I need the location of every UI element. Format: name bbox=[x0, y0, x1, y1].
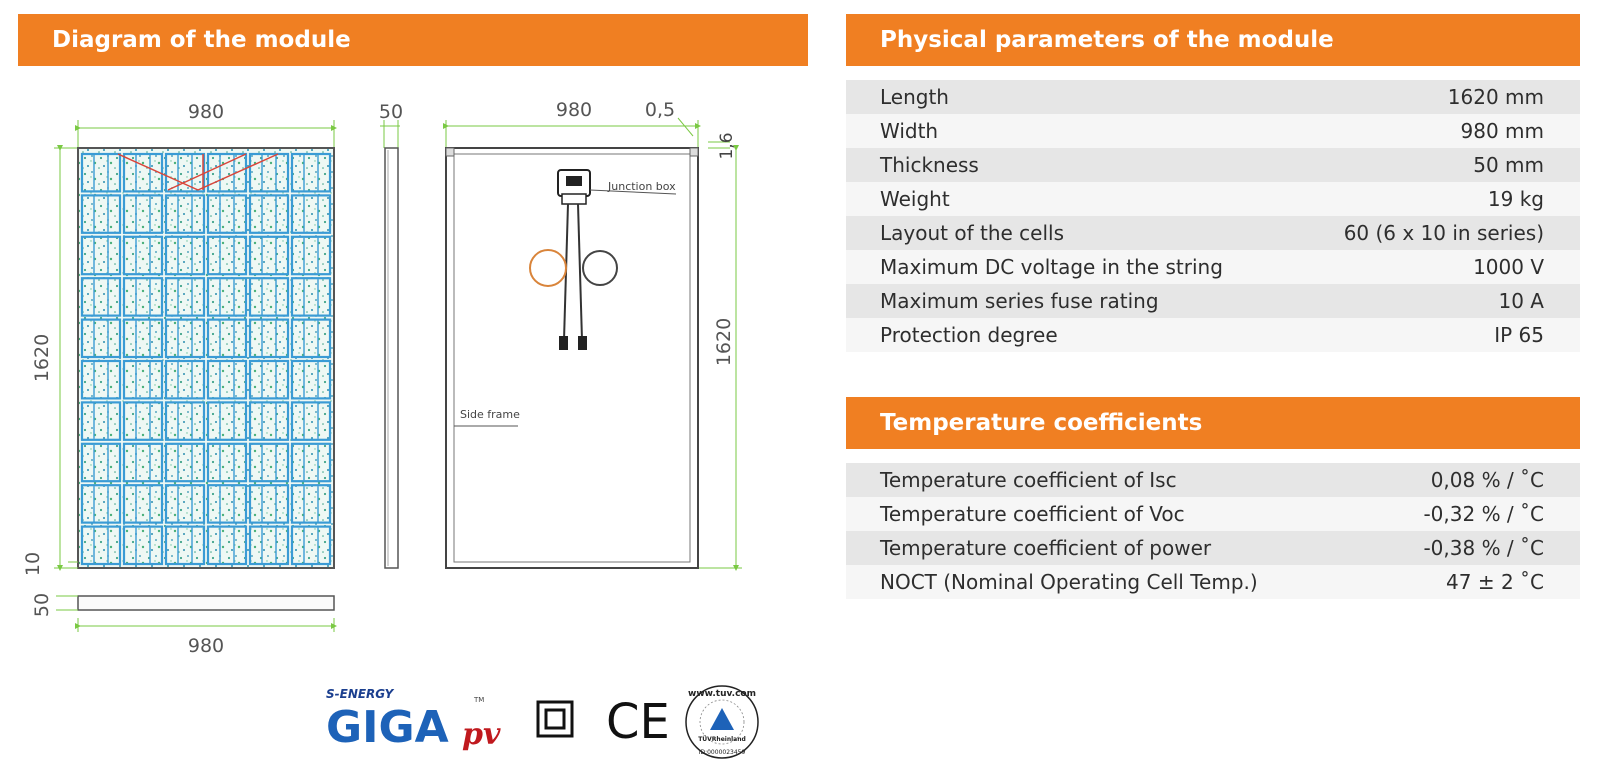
module-diagram bbox=[18, 90, 808, 680]
table-row bbox=[846, 284, 1580, 318]
side-view bbox=[379, 101, 403, 568]
bottom-offset-label: 10 bbox=[22, 551, 44, 577]
mc4-connector bbox=[559, 336, 568, 350]
back-panel bbox=[446, 148, 698, 568]
param-label: Temperature coefficient of Voc bbox=[880, 502, 1185, 526]
param-value: 10 A bbox=[1498, 289, 1544, 313]
table-row bbox=[846, 182, 1580, 216]
param-value: -0,32 % / ˚C bbox=[1423, 502, 1544, 526]
param-label: Temperature coefficient of Isc bbox=[880, 468, 1177, 492]
back-width-label: 980 bbox=[555, 99, 593, 121]
diagram-title: Diagram of the module bbox=[52, 27, 351, 53]
param-label: Maximum series fuse rating bbox=[880, 289, 1159, 313]
back-view bbox=[446, 99, 742, 568]
mc4-connector bbox=[578, 336, 587, 350]
param-value: 0,08 % / ˚C bbox=[1430, 468, 1544, 492]
param-label: Width bbox=[880, 119, 939, 143]
diagram-header bbox=[18, 14, 808, 66]
brand-suffix-text: pv bbox=[462, 717, 501, 752]
frame-depth-label: 1,6 bbox=[717, 132, 737, 160]
bottom-edge-view bbox=[78, 596, 334, 610]
giga-pv-logo bbox=[326, 687, 501, 753]
param-label: Maximum DC voltage in the string bbox=[880, 255, 1223, 279]
class-ii-icon bbox=[538, 702, 572, 736]
param-label: Temperature coefficient of power bbox=[880, 536, 1212, 560]
table-row bbox=[846, 148, 1580, 182]
front-width-label: 980 bbox=[187, 101, 225, 123]
param-value: 1000 V bbox=[1473, 255, 1544, 279]
temperature-coefficients-title: Temperature coefficients bbox=[880, 410, 1203, 436]
junction-box-label: Junction box bbox=[608, 180, 676, 193]
tuv-name: TÜVRheinland bbox=[698, 736, 746, 743]
front-view bbox=[22, 101, 334, 657]
brand-main-text: GIGA bbox=[326, 702, 449, 753]
table-row bbox=[846, 114, 1580, 148]
physical-params-title: Physical parameters of the module bbox=[880, 27, 1334, 53]
param-value: 47 ± 2 ˚C bbox=[1446, 570, 1544, 594]
param-value: 980 mm bbox=[1460, 119, 1544, 143]
table-row bbox=[846, 531, 1580, 565]
physical-params-table bbox=[846, 80, 1580, 352]
param-value: 60 (6 x 10 in series) bbox=[1343, 221, 1544, 245]
side-frame-label: Side frame bbox=[460, 408, 520, 421]
tuv-url: www.tuv.com bbox=[688, 689, 756, 699]
param-value: 50 mm bbox=[1473, 153, 1544, 177]
table-row bbox=[846, 250, 1580, 284]
param-label: Length bbox=[880, 85, 949, 109]
tuv-rheinland-seal bbox=[686, 686, 758, 758]
side-frame-profile bbox=[385, 148, 398, 568]
temperature-coefficients-table bbox=[846, 463, 1580, 599]
front-height-label: 1620 bbox=[31, 333, 53, 383]
table-row bbox=[846, 80, 1580, 114]
param-label: NOCT (Nominal Operating Cell Temp.) bbox=[880, 570, 1258, 594]
brand-tm-text: TM bbox=[474, 696, 485, 704]
brand-top-text: S-ENERGY bbox=[326, 687, 394, 701]
back-height-label: 1620 bbox=[713, 317, 735, 367]
thickness-label: 50 bbox=[31, 592, 53, 618]
temperature-coefficients-header bbox=[846, 397, 1580, 449]
bottom-width-label: 980 bbox=[187, 635, 225, 657]
param-value: -0,38 % / ˚C bbox=[1423, 536, 1544, 560]
table-row bbox=[846, 463, 1580, 497]
tuv-id: ID:0000023459 bbox=[698, 749, 746, 756]
table-row bbox=[846, 216, 1580, 250]
param-label: Layout of the cells bbox=[880, 221, 1064, 245]
param-value: 19 kg bbox=[1487, 187, 1544, 211]
param-label: Protection degree bbox=[880, 323, 1058, 347]
frame-lip-label: 0,5 bbox=[644, 99, 676, 121]
table-row bbox=[846, 565, 1580, 599]
side-thickness-label: 50 bbox=[378, 101, 404, 123]
param-value: 1620 mm bbox=[1447, 85, 1544, 109]
ce-mark: CE bbox=[606, 694, 670, 750]
table-row bbox=[846, 497, 1580, 531]
param-value: IP 65 bbox=[1494, 323, 1544, 347]
param-label: Thickness bbox=[880, 153, 979, 177]
table-row bbox=[846, 318, 1580, 352]
certification-logos bbox=[326, 684, 786, 768]
param-label: Weight bbox=[880, 187, 950, 211]
physical-params-header bbox=[846, 14, 1580, 66]
